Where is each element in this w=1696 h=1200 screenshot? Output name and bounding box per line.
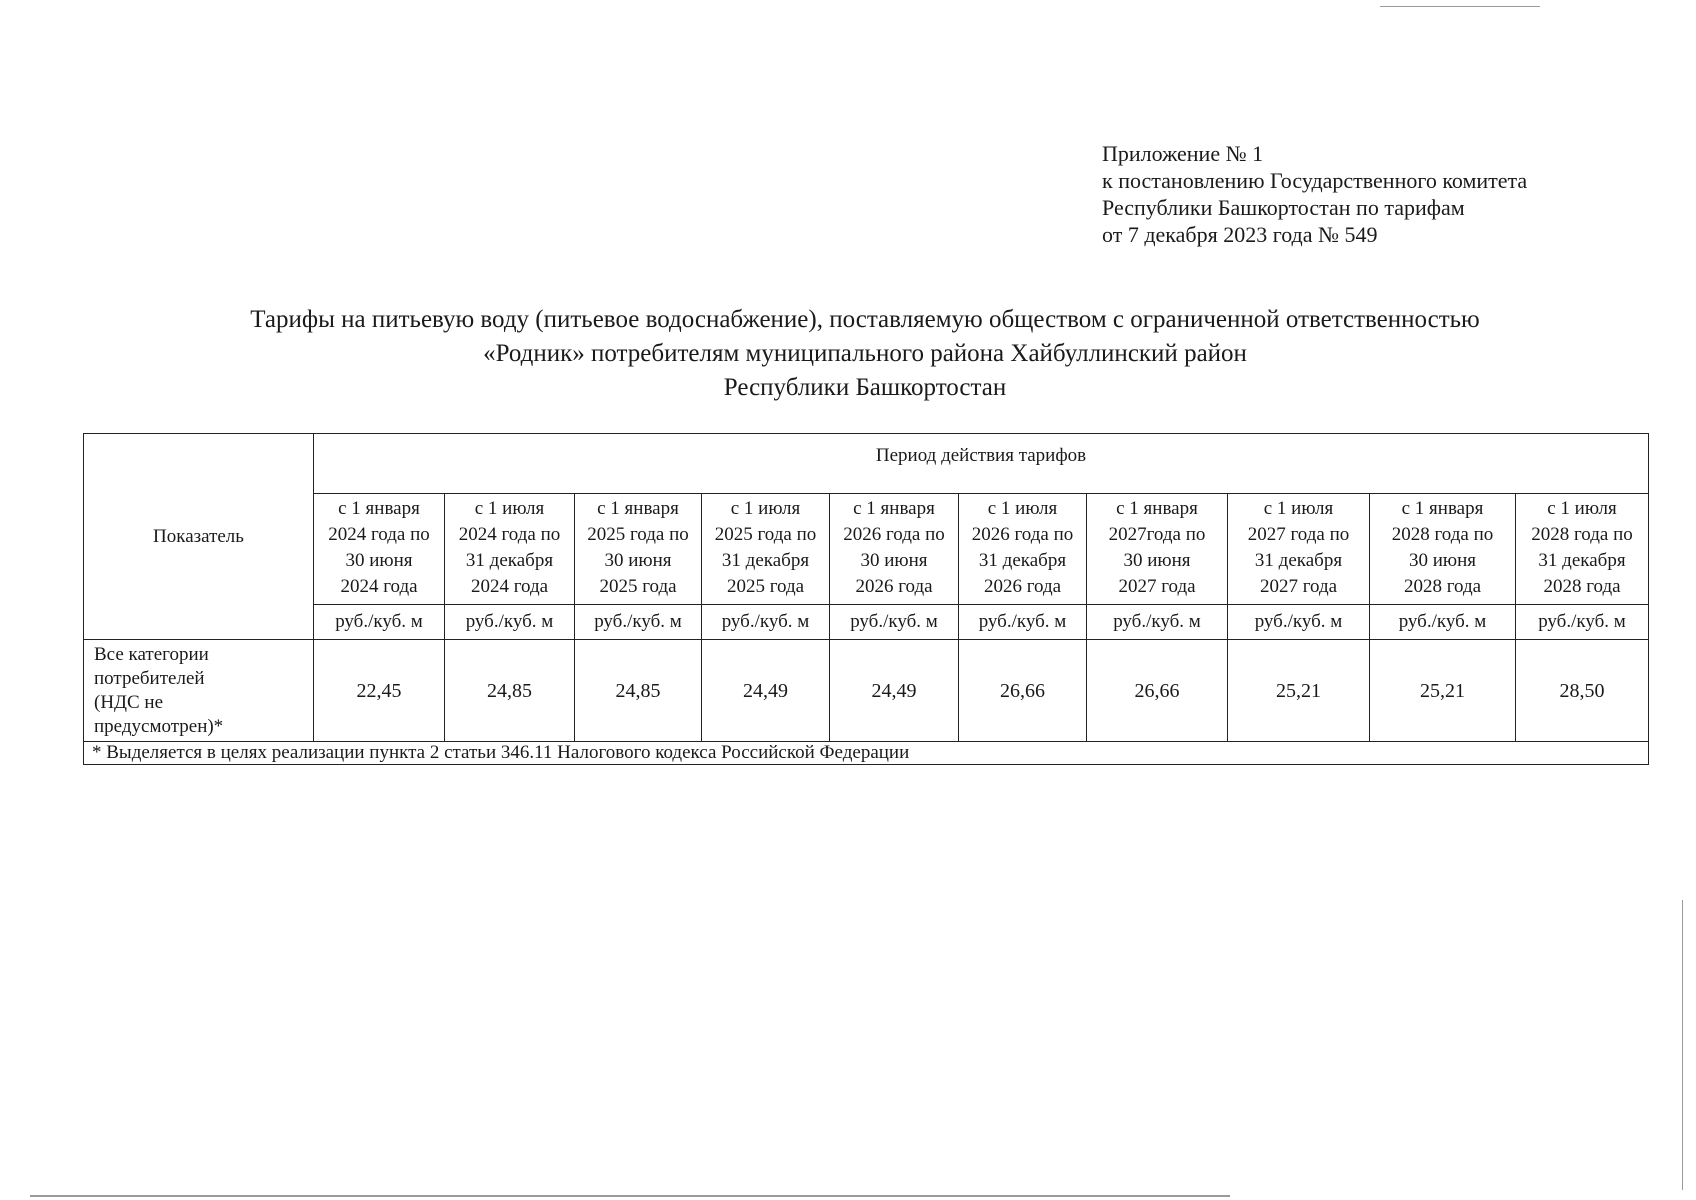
unit-cell: руб./куб. м <box>1228 605 1370 640</box>
title-line: «Родник» потребителям муниципального района Хайбуллинский район <box>483 340 1247 367</box>
appendix-line: Республики Башкортостан по тарифам <box>1102 195 1465 220</box>
period-column-header: с 1 июля 2027 года по 31 декабря 2027 года <box>1228 494 1370 605</box>
footnote: * Выделяется в целях реализации пункта 2 статьи 346.11 Налогового кодекса Российской Федерации <box>84 742 1649 765</box>
tariff-value: 26,66 <box>959 640 1087 742</box>
period-column-header: с 1 июля 2025 года по 31 декабря 2025 года <box>702 494 830 605</box>
unit-cell: руб./куб. м <box>702 605 830 640</box>
period-column-header: с 1 января 2027года по 30 июня 2027 года <box>1087 494 1228 605</box>
appendix-line: Приложение № 1 <box>1102 141 1264 166</box>
tariff-value: 28,50 <box>1516 640 1649 742</box>
period-header: Период действия тарифов <box>314 434 1649 494</box>
period-column-header: с 1 января 2026 года по 30 июня 2026 года <box>830 494 959 605</box>
tariff-value: 24,85 <box>575 640 702 742</box>
tariff-value: 22,45 <box>314 640 445 742</box>
period-column-header: с 1 июля 2024 года по 31 декабря 2024 года <box>445 494 575 605</box>
tariff-value: 26,66 <box>1087 640 1228 742</box>
period-column-header: с 1 июля 2028 года по 31 декабря 2028 года <box>1516 494 1649 605</box>
unit-cell: руб./куб. м <box>445 605 575 640</box>
period-column-header: с 1 января 2024 года по 30 июня 2024 года <box>314 494 445 605</box>
scan-artifact <box>1682 900 1683 1190</box>
appendix-line: от 7 декабря 2023 года № 549 <box>1102 222 1378 247</box>
tariff-value: 25,21 <box>1228 640 1370 742</box>
unit-cell: руб./куб. м <box>830 605 959 640</box>
scan-artifact <box>30 1195 1230 1197</box>
tariff-value: 25,21 <box>1370 640 1516 742</box>
tariff-value: 24,85 <box>445 640 575 742</box>
unit-cell: руб./куб. м <box>1370 605 1516 640</box>
period-column-header: с 1 января 2025 года по 30 июня 2025 года <box>575 494 702 605</box>
unit-cell: руб./куб. м <box>1516 605 1649 640</box>
title-line: Республики Башкортостан <box>723 374 1007 401</box>
unit-cell: руб./куб. м <box>314 605 445 640</box>
tariff-value: 24,49 <box>702 640 830 742</box>
unit-cell: руб./куб. м <box>575 605 702 640</box>
title-line: Тарифы на питьевую воду (питьевое водоснабжение), поставляемую обществом с ограниченной ответственностью <box>250 306 1480 333</box>
row-label: Все категории потребителей (НДС не предусмотрен)* <box>84 640 314 742</box>
unit-cell: руб./куб. м <box>959 605 1087 640</box>
scan-artifact <box>1380 6 1540 7</box>
appendix-line: к постановлению Государственного комитета <box>1102 168 1528 193</box>
table-row <box>84 640 1649 742</box>
appendix-block <box>1102 140 1527 248</box>
document-title <box>100 303 1630 405</box>
indicator-header: Показатель <box>84 434 314 640</box>
tariff-value: 24,49 <box>830 640 959 742</box>
unit-cell: руб./куб. м <box>1087 605 1228 640</box>
period-column-header: с 1 января 2028 года по 30 июня 2028 года <box>1370 494 1516 605</box>
tariff-table <box>83 433 1649 765</box>
period-column-header: с 1 июля 2026 года по 31 декабря 2026 года <box>959 494 1087 605</box>
